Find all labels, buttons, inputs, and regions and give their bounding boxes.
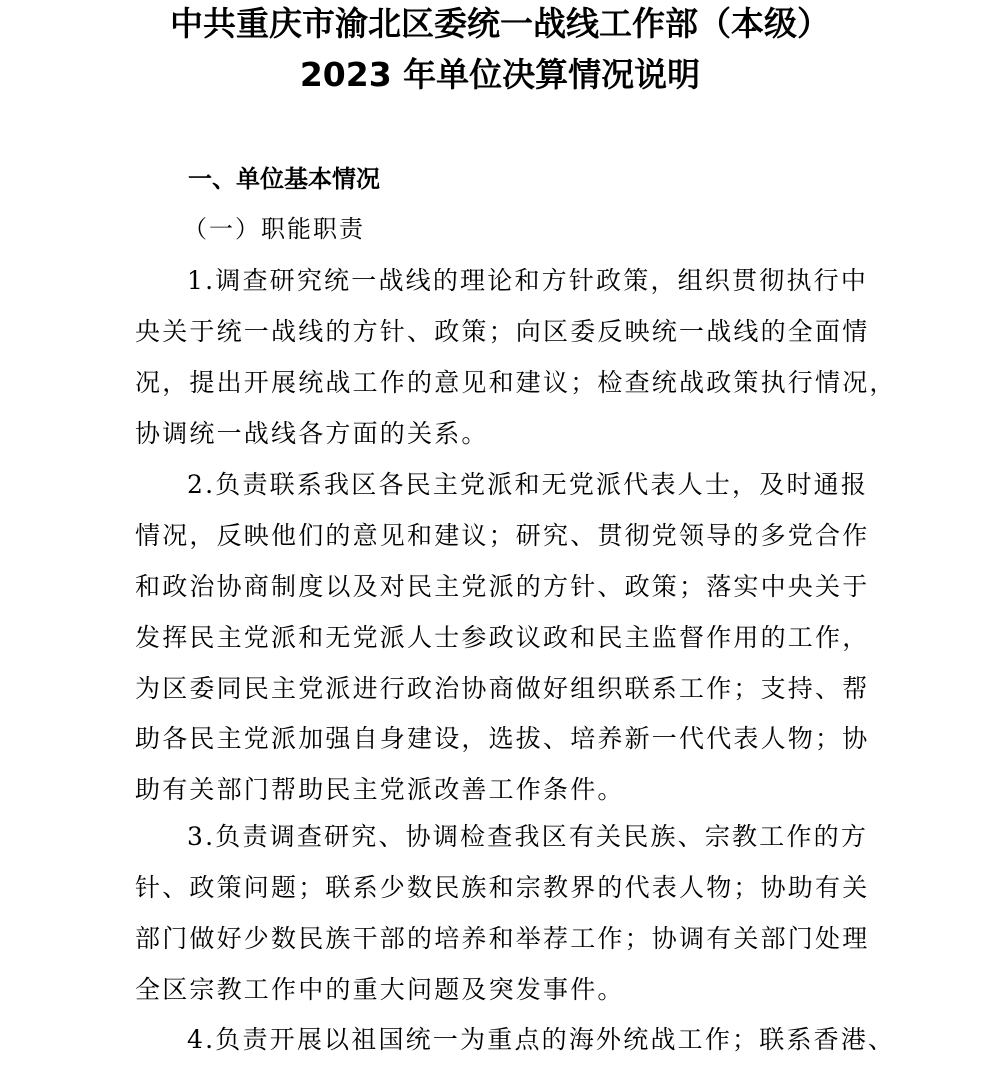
- paragraph-2: [135, 460, 895, 816]
- paragraph-4: [135, 1015, 895, 1066]
- document-title-line-1: 中共重庆市渝北区委统一战线工作部（本级）: [170, 4, 830, 43]
- paragraph-line: 况，提出开展统战工作的意见和建议；检查统战政策执行情况，: [135, 367, 897, 397]
- paragraph-line: 发挥民主党派和无党派人士参政议政和民主监督作用的工作，: [135, 622, 870, 652]
- document-title-line-2: 2023 年单位决算情况说明: [299, 55, 701, 94]
- subsection-heading-functions: （一）职能职责: [183, 215, 365, 243]
- paragraph-line: 4.负责开展以祖国统一为重点的海外统战工作；联系香港、: [187, 1025, 896, 1054]
- paragraph-1: [135, 256, 895, 460]
- section-heading-basic-info: 一、单位基本情况: [188, 165, 380, 193]
- paragraph-line: 助各民主党派加强自身建设，选拔、培养新一代代表人物；协: [135, 724, 870, 754]
- paragraph-line: 全区宗教工作中的重大问题及突发事件。: [135, 974, 625, 1004]
- paragraph-line: 1.调查研究统一战线的理论和方针政策，组织贯彻执行中: [187, 266, 869, 295]
- paragraph-line: 和政治协商制度以及对民主党派的方针、政策；落实中央关于: [135, 571, 870, 601]
- paragraph-line: 部门做好少数民族干部的培养和举荐工作；协调有关部门处理: [135, 923, 870, 953]
- paragraph-line: 为区委同民主党派进行政治协商做好组织联系工作；支持、帮: [135, 673, 870, 703]
- paragraph-line: 2.负责联系我区各民主党派和无党派代表人士，及时通报: [187, 470, 869, 499]
- paragraph-line: 针、政策问题；联系少数民族和宗教界的代表人物；协助有关: [135, 872, 870, 902]
- paragraph-line: 情况，反映他们的意见和建议；研究、贯彻党领导的多党合作: [135, 520, 870, 550]
- paragraph-line: 协调统一战线各方面的关系。: [135, 418, 489, 448]
- paragraph-line: 3.负责调查研究、协调检查我区有关民族、宗教工作的方: [187, 822, 869, 851]
- paragraph-3: [135, 812, 895, 1016]
- paragraph-line: 助有关部门帮助民主党派改善工作条件。: [135, 775, 625, 805]
- paragraph-line: 央关于统一战线的方针、政策；向区委反映统一战线的全面情: [135, 316, 870, 346]
